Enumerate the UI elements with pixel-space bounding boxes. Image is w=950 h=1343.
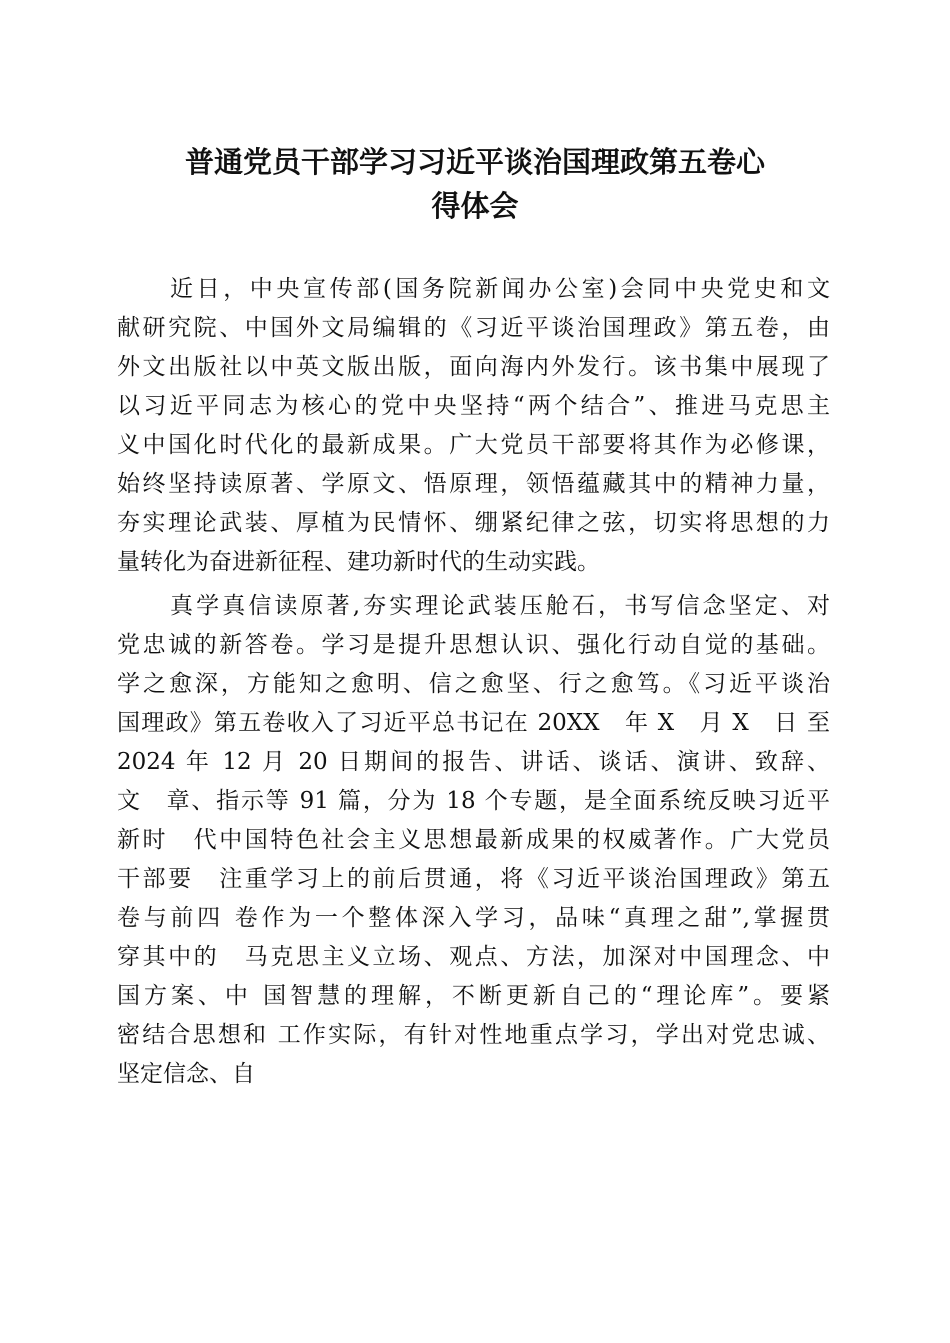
paragraph-line: 量转化为奋进新征程、建功新时代的生动实践。 [117,549,600,575]
document-title-line-1: 普通党员干部学习习近平谈治国理政第五卷心 [184,145,765,179]
paragraph-line: 卷与前四 卷作为一个整体深入学习，品味“真理之甜”,掌握贯 [117,905,830,931]
paragraph-line: 献研究院、中国外文局编辑的《习近平谈治国理政》第五卷，由 [117,315,830,341]
paragraph-line: 密结合思想和 工作实际，有针对性地重点学习，学出对党忠诚、 [117,1022,830,1048]
paragraph-line: 以习近平同志为核心的党中央坚持“两个结合”、推进马克思主 [117,393,830,419]
paragraph-1 [117,270,830,582]
paragraph-line: 学之愈深，方能知之愈明、信之愈坚、行之愈笃。《习近平谈治 [117,671,830,697]
paragraph-line: 新时 代中国特色社会主义思想最新成果的权威著作。广大党员 [117,827,830,853]
paragraph-line: 穿其中的 马克思主义立场、观点、方法，加深对中国理念、中 [117,944,830,970]
paragraph-line: 党忠诚的新答卷。学习是提升思想认识、强化行动自觉的基础。 [117,632,830,658]
paragraph-line: 近日，中央宣传部(国务院新闻办公室)会同中央党史和文 [170,276,830,302]
paragraph-line: 夯实理论武装、厚植为民情怀、绷紧纪律之弦，切实将思想的力 [117,510,830,536]
paragraph-line: 外文出版社以中英文版出版，面向海内外发行。该书集中展现了 [117,354,830,380]
paragraph-line: 义中国化时代化的最新成果。广大党员干部要将其作为必修课， [117,432,830,458]
paragraph-line: 国方案、中 国智慧的理解，不断更新自己的“理论库”。要紧 [117,983,830,1009]
paragraph-line: 始终坚持读原著、学原文、悟原理，领悟蕴藏其中的精神力量， [117,471,830,497]
paragraph-line: 真学真信读原著,夯实理论武装压舱石，书写信念坚定、对 [170,593,830,619]
paragraph-line: 国理政》第五卷收入了习近平总书记在 20XX 年 X 月 X 日 至 [117,710,830,736]
document-title-line-2: 得体会 [431,189,519,223]
paragraph-2 [117,587,830,1094]
paragraph-line: 文 章、指示等 91 篇，分为 18 个专题，是全面系统反映习近平 [117,788,830,814]
paragraph-line: 2024 年 12 月 20 日期间的报告、讲话、谈话、演讲、致辞、 [117,749,830,775]
paragraph-line: 干部要 注重学习上的前后贯通，将《习近平谈治国理政》第五 [117,866,830,892]
paragraph-line: 坚定信念、自 [117,1061,255,1087]
